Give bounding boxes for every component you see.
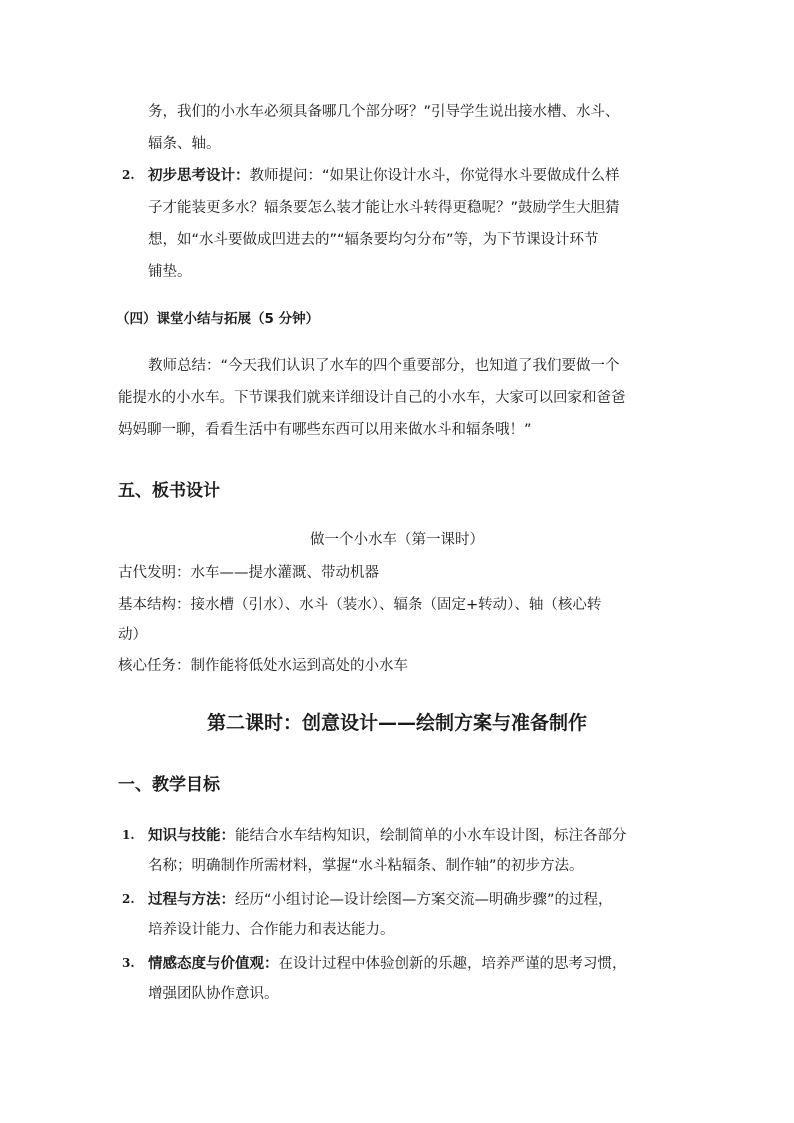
list-item-number: 2. — [122, 168, 135, 182]
list-item-text: 教师提问：“如果让你设计水斗，你觉得水斗要做成什么样 — [249, 168, 620, 184]
objective-number: 3. — [122, 956, 135, 970]
lesson-2-title: 第二课时：创意设计——绘制方案与准备制作 — [206, 712, 587, 734]
list-item-line: 铺垫。 — [148, 264, 192, 280]
objective-colon: ： — [220, 892, 235, 908]
intro-line-1: 务，我们的小水车必须具备哪几个部分呀？”引导学生说出接水槽、水斗、 — [148, 104, 620, 120]
objective-first-line — [148, 890, 613, 910]
board-title: 做一个小水车（第一课时） — [310, 532, 484, 548]
board-line-2: 基本结构：接水槽（引水）、水斗（装水）、辐条（固定+转动）、轴（核心转 — [118, 597, 602, 613]
summary-line-3: 妈妈聊一聊，看看生活中有哪些东西可以用来做水斗和辐条哦！” — [118, 422, 532, 438]
section-4-heading: （四）课堂小结与拓展（5 分钟） — [116, 311, 320, 327]
objective-line: 增强团队协作意识。 — [148, 986, 279, 1002]
objective-number: 2. — [122, 892, 135, 906]
board-line-1: 古代发明：水车——提水灌溉、带动机器 — [118, 565, 379, 581]
objective-line: 培养设计能力、合作能力和表达能力。 — [148, 922, 395, 938]
objective-text: 经历“小组讨论—设计绘图—方案交流—明确步骤”的过程， — [235, 892, 613, 908]
objective-first-line — [148, 954, 627, 974]
summary-line-2: 能提水的小水车。下节课我们就来详细设计自己的小水车，大家可以回家和爸爸 — [118, 390, 626, 406]
list-item-line: 想，如“水斗要做成凹进去的”“辐条要均匀分布”等，为下节课设计环节 — [148, 232, 599, 248]
objective-text: 能结合水车结构知识，绘制简单的小水车设计图，标注各部分 — [235, 828, 627, 844]
objective-number: 1. — [122, 828, 135, 842]
list-item-title: 初步思考设计 — [148, 168, 235, 184]
objective-first-line — [148, 826, 627, 846]
summary-line-1: 教师总结：“今天我们认识了水车的四个重要部分，也知道了我们要做一个 — [148, 358, 620, 374]
list-item-first-line — [148, 166, 620, 186]
section-5-heading: 五、板书设计 — [118, 481, 220, 501]
objective-colon: ： — [264, 956, 279, 972]
objective-title: 知识与技能 — [148, 828, 221, 844]
objective-colon: ： — [220, 828, 235, 844]
list-item-line: 子才能装更多水？辐条要怎么装才能让水斗转得更稳呢？”鼓励学生大胆猜 — [148, 200, 620, 216]
list-item-colon: ： — [235, 168, 250, 184]
objectives-heading: 一、教学目标 — [118, 775, 220, 795]
board-line-4: 核心任务：制作能将低处水运到高处的小水车 — [118, 658, 408, 674]
objective-title: 情感态度与价值观 — [148, 956, 264, 972]
intro-line-2: 辐条、轴。 — [148, 136, 221, 152]
board-line-3: 动） — [118, 627, 147, 643]
objective-text: 在设计过程中体验创新的乐趣，培养严谨的思考习惯， — [278, 956, 627, 972]
objective-title: 过程与方法 — [148, 892, 221, 908]
objective-line: 名称；明确制作所需材料，掌握“水斗粘辐条、制作轴”的初步方法。 — [148, 858, 584, 874]
